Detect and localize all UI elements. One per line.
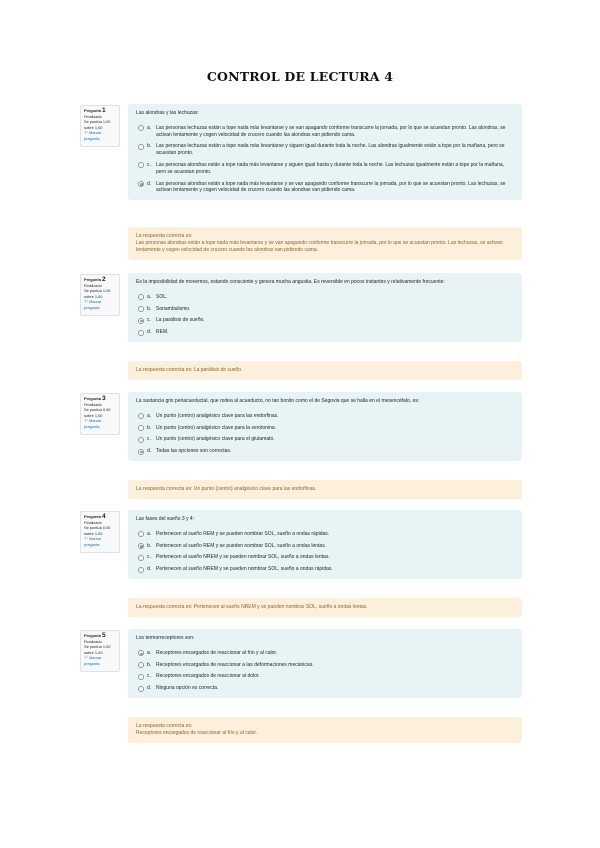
question-info-2 [80,274,120,316]
flag-question-link[interactable]: ⚐ Marcar pregunta [84,536,102,547]
question-status: Finalizado [84,638,102,644]
radio-button[interactable] [138,425,144,431]
question-label: Pregunta [84,633,101,638]
question-box-4 [128,510,522,579]
radio-button[interactable] [138,144,144,150]
question-info-4 [80,511,120,553]
answer-option[interactable]: c. La parálisis de sueño. [136,317,514,324]
question-info-5 [80,630,120,672]
question-text: Es la imposibilidad de movernos, estando consciente y genera mucha angustia. Es reversible en pocos instantes y relativamente frecuente: [136,279,445,285]
question-text: Las fases del sueño 3 y 4: [136,516,195,522]
page-title: CONTROL DE LECTURA 4 [206,69,394,84]
radio-button-selected[interactable] [138,318,144,324]
flag-question-link[interactable]: ⚐ Marcar pregunta [84,299,102,310]
radio-button[interactable] [138,330,144,336]
question-label: Pregunta [84,108,101,113]
radio-button[interactable] [138,686,144,692]
question-number-value: 4 [101,513,106,520]
flag-question-link[interactable]: ⚐ Marcar pregunta [84,418,102,429]
feedback-heading: La respuesta correcta es: Pertenecen al sueño NREM y se pueden nombrar SOL, sueño a ondas lentas. [136,604,368,610]
answer-option[interactable]: b. Las personas lechuzas están a tope nada más levantarse y siguen igual durante toda la noche. Las alondras igualmente están a tope por la mañana, pero se acuestan pronto. [136,143,514,157]
answer-option[interactable]: c. Un punto (centro) analgésico clave para el glutamato. [136,436,514,443]
question-status: Finalizado [84,113,102,119]
answer-option[interactable]: d. Todas las opciones son correctas. [136,448,514,455]
radio-button[interactable] [138,306,144,312]
flag-question-link[interactable]: ⚐ Marcar pregunta [84,130,102,141]
question-label: Pregunta [84,514,101,519]
question-status: Finalizado [84,401,102,407]
feedback-heading: La respuesta correcta es: Un punto (centro) analgésico clave para las endorfinas. [136,486,317,492]
flag-icon: ⚐ [84,655,89,661]
question-info-3 [80,393,120,435]
question-box-3 [128,392,522,461]
answer-option[interactable]: c. Las personas alondras están a tope nada más levantarse y siguen igual hasta y durante toda la noche. Las lechuzas igualmente están a tope por la mañana, pero se acuestan pronto. [136,162,514,176]
radio-button[interactable] [138,162,144,168]
radio-button[interactable] [138,413,144,419]
question-score: Se puntúa 1,00 sobre 1,00 [84,119,111,130]
answer-option[interactable]: a. Pertenecen al sueño REM y se pueden nombrar SOL, sueño a ondas rápidas. [136,531,514,538]
feedback-box-3 [128,480,522,499]
radio-button[interactable] [138,437,144,443]
flag-icon: ⚐ [84,536,89,542]
question-text: Las alondras y las lechuzas: [136,110,199,116]
feedback-answer: Receptores encargados de reaccionar al frío y al calor. [136,730,258,736]
question-number-value: 1 [101,107,106,114]
flag-icon: ⚐ [84,299,89,305]
radio-button[interactable] [138,294,144,300]
feedback-heading: La respuesta correcta es: [136,233,193,239]
answer-option[interactable]: c. Receptores encargados de reaccionar al dolor. [136,673,514,680]
answer-option[interactable]: a. SOL. [136,294,514,301]
answer-option[interactable]: b. Sonambulismo. [136,306,514,313]
flag-icon: ⚐ [84,418,89,424]
radio-button[interactable] [138,531,144,537]
answer-option[interactable]: a. Un punto (centro) analgésico clave para las endorfinas. [136,413,514,420]
feedback-heading: La respuesta correcta es: La parálisis de sueño. [136,367,243,373]
radio-button-selected[interactable] [138,181,144,187]
answer-option[interactable]: b. Pertenecen al sueño REM y se pueden nombrar SOL, sueño a ondas lentas. [136,543,514,550]
question-text: La sustancia gris periacueductal, que rodea al acueducto, no tan bonito como el de Segovia que se halla en el mesencéfalo, es: [136,398,420,404]
question-number-value: 2 [101,276,106,283]
question-label: Pregunta [84,396,101,401]
question-label: Pregunta [84,277,101,282]
answer-option[interactable]: d. Pertenecen al sueño NREM y se pueden nombrar SOL, sueño a ondas rápidas. [136,566,514,573]
answer-option[interactable]: d. Ninguna opción es correcta. [136,685,514,692]
flag-question-link[interactable]: ⚐ Marcar pregunta [84,655,102,666]
question-box-2 [128,273,522,342]
answer-option[interactable]: a. Las personas lechuzas están a tope nada más levantarse y se van apagando conforme transcurre la jornada, por lo que se acuestan pronto. Las alondras, se activan lentamente y cogen velocidad de crucero cuando las alondras van pidiendo cama. [136,125,514,139]
question-score: Se puntúa 0,00 sobre 1,00 [84,525,111,536]
answer-option[interactable]: b. Un punto (centro) analgésico clave para la serotonina. [136,425,514,432]
answer-option[interactable]: a. Receptores encargados de reaccionar al frío y al calor. [136,650,514,657]
question-info-1 [80,105,120,147]
radio-button-selected[interactable] [138,543,144,549]
question-text: Los termorreceptores son: [136,635,195,641]
question-number-value: 5 [101,632,106,639]
answer-option[interactable]: d. Las personas alondras están a tope nada más levantarse y se van apagando conforme transcurre la jornada, por lo que se acuestan pronto. Las lechuzas, se activan lentamente y cogen velocidad de crucero cuando las alondras van pidiendo cama. [136,181,514,195]
question-score: Se puntúa 1,00 sobre 1,00 [84,644,111,655]
feedback-box-1 [128,227,522,260]
radio-button[interactable] [138,567,144,573]
feedback-heading: La respuesta correcta es: [136,723,193,729]
radio-button[interactable] [138,555,144,561]
question-box-1 [128,104,522,200]
question-box-5 [128,629,522,698]
answer-option[interactable]: b. Receptores encargados de reaccionar a las deformaciones mecánicas. [136,662,514,669]
radio-button[interactable] [138,662,144,668]
feedback-answer: Las personas alondras están a tope nada más levantarse y se van apagando conforme transcurre la jornada, por lo que se acuestan pronto. Las lechuzas, se activan lentamente y cogen velocidad de crucero cuando las alondras van pidiendo cama. [136,240,503,253]
radio-button-selected[interactable] [138,650,144,656]
answer-option[interactable]: d. REM. [136,329,514,336]
radio-button[interactable] [138,125,144,131]
question-status: Finalizado [84,519,102,525]
radio-button-selected[interactable] [138,449,144,455]
question-number-value: 3 [101,395,106,402]
feedback-box-5 [128,717,522,743]
radio-button[interactable] [138,674,144,680]
flag-icon: ⚐ [84,130,89,136]
feedback-box-4 [128,598,522,617]
question-status: Finalizado [84,282,102,288]
question-score: Se puntúa 0,00 sobre 1,00 [84,407,111,418]
feedback-box-2 [128,361,522,380]
answer-option[interactable]: c. Pertenecen al sueño NREM y se pueden nombrar SOL, sueño a ondas lentas. [136,554,514,561]
question-score: Se puntúa 1,00 sobre 1,00 [84,288,111,299]
